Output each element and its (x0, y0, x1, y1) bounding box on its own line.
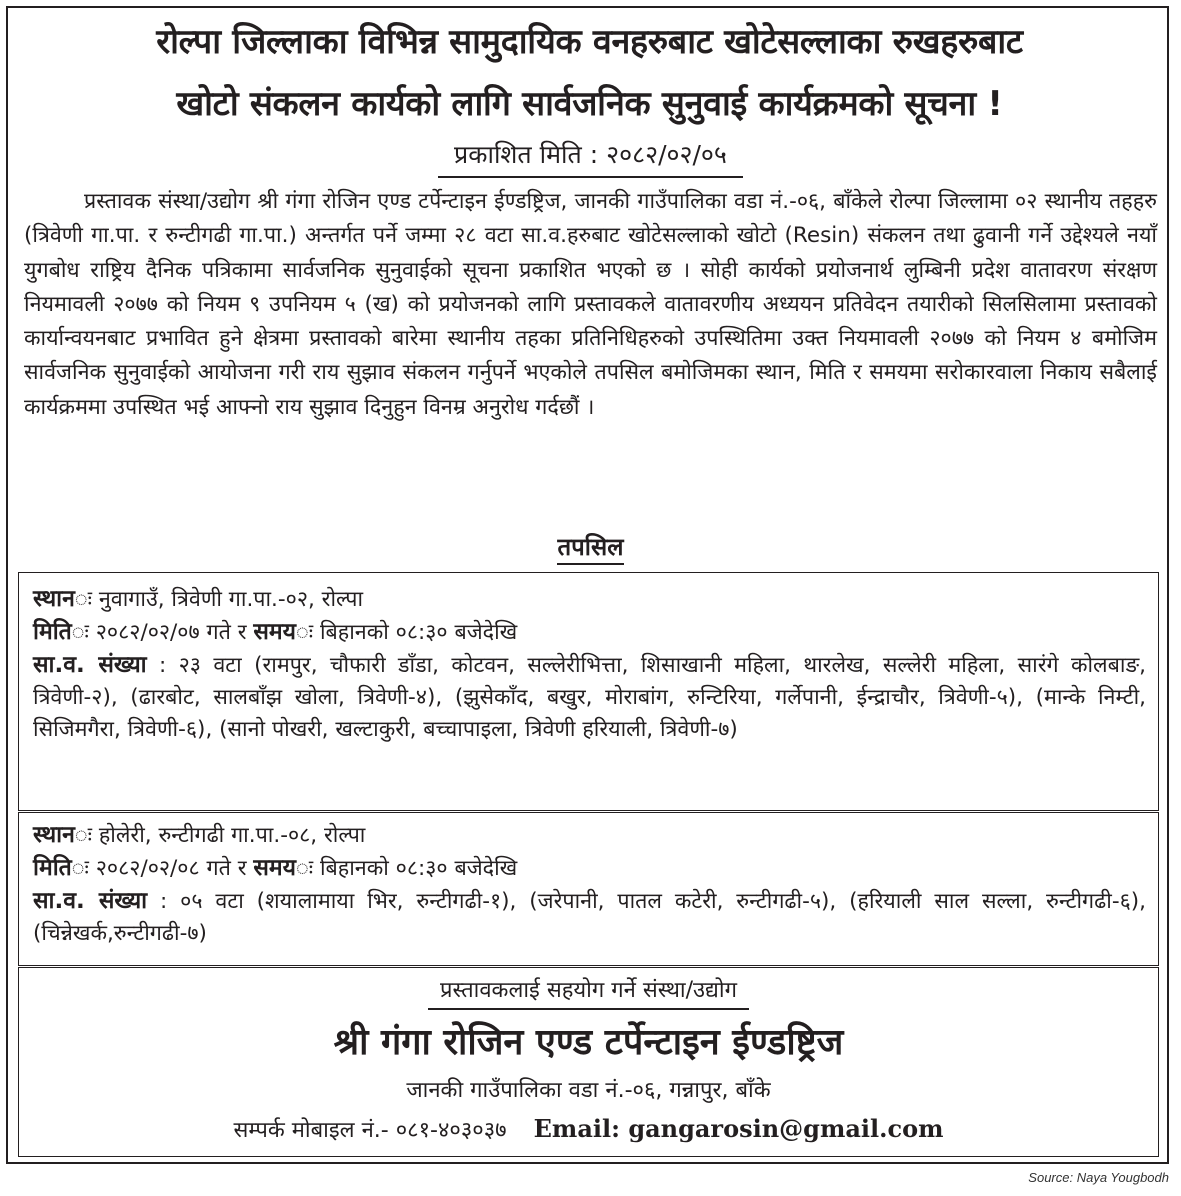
contact-email[interactable]: Email: gangarosin@gmail.com (533, 1114, 944, 1143)
tapsil-heading: तपसिल (557, 531, 623, 565)
venue-1-date-line (33, 616, 1146, 649)
venue-1-date: ः २०८२/०२/०७ (71, 620, 200, 645)
venue-2-place-line (33, 819, 1146, 852)
time-label: समय (253, 619, 297, 645)
date-label: मिति (33, 855, 72, 881)
and-text: गते र (206, 620, 247, 645)
place-label: स्थान (33, 586, 75, 612)
supporter-label: प्रस्तावकलाई सहयोग गर्ने संस्था/उद्योग (428, 976, 749, 1010)
source-credit: Source: Naya Yougbodh (1028, 1170, 1169, 1185)
venue-2-place: ः होलेरी, रुन्टीगढी गा.पा.-०८, रोल्पा (74, 823, 366, 848)
venue-1-count-line (33, 649, 1146, 746)
company-name: श्री गंगा रोजिन एण्ड टर्पेन्टाइन ईण्डष्ट्रिज (333, 1022, 844, 1063)
contact-phone: सम्पर्क मोबाइल नं.- ०८१-४०३०३७ (233, 1118, 507, 1143)
venue-2-date-line (33, 852, 1146, 885)
venue-2-count: : ०५ वटा (शयालामाया भिर, रुन्टीगढी-१), (जरेपानी, पातल कटेरी, रुन्टीगढी-५), (हरियाली साल सल्ला, रुन्टीगढी-६), (चिन्नेखर्क,रुन्टीगढी-७) (33, 889, 1146, 946)
venue-2-count-line (33, 885, 1146, 950)
count-label: सा.व. संख्या (33, 888, 148, 914)
venue-box-1 (18, 572, 1159, 811)
contact-line (19, 1113, 1158, 1147)
place-label: स्थान (33, 822, 75, 848)
count-label: सा.व. संख्या (33, 652, 147, 678)
time-label: समय (253, 855, 297, 881)
venue-2-date: ः २०८२/०२/०८ (71, 856, 200, 881)
company-address: जानकी गाउँपालिका वडा नं.-०६, गन्नापुर, बाँके (406, 1078, 771, 1103)
notice-title-line-1: रोल्पा जिल्लाका विभिन्न सामुदायिक वनहरुबाट खोटेसल्लाका रुखहरुबाट (156, 22, 1023, 62)
venue-2-time: ः बिहानको ०८:३० बजेदेखि (296, 856, 518, 881)
venue-box-2 (18, 812, 1159, 966)
venue-1-place-line (33, 583, 1146, 616)
published-date: प्रकाशित मिति : २०८२/०२/०५ (438, 138, 743, 178)
and-text: गते र (206, 856, 247, 881)
venue-1-time: ः बिहानको ०८:३० बजेदेखि (296, 620, 518, 645)
venue-1-place: ः नुवागाउँ, त्रिवेणी गा.पा.-०२, रोल्पा (74, 587, 364, 612)
date-label: मिति (33, 619, 72, 645)
notice-title-line-2: खोटो संकलन कार्यको लागि सार्वजनिक सुनुवाई कार्यक्रमको सूचना ! (176, 84, 1003, 124)
notice-body: प्रस्तावक संस्था/उद्योग श्री गंगा रोजिन एण्ड टर्पेन्टाइन ईण्डष्ट्रिज, जानकी गाउँपालिका वडा नं.-०६, बाँकेले रोल्पा जिल्लामा ०२ स्थानीय तहहरु (त्रिवेणी गा.पा. र रुन्टीगढी गा.पा.) अन्तर्गत पर्ने जम्मा २८ वटा सा.व.हरुबाट खोटेसल्लाको खोटो (Resin) संकलन तथा ढुवानी गर्ने उद्देश्यले नयाँ युगबोध राष्ट्रिय दैनिक पत्रिकामा सार्वजनिक सुनुवाईको सूचना प्रकाशित भएको छ । सोही कार्यको प्रयोजनार्थ लुम्बिनी प्रदेश वातावरण संरक्षण नियमावली २०७७ को नियम ९ उपनियम ५ (ख) को प्रयोजनको लागि प्रस्तावकले वातावरणीय अध्ययन प्रतिवेदन तयारीको सिलसिलामा प्रस्तावको कार्यान्वयनबाट प्रभावित हुने क्षेत्रमा प्रस्तावको बारेमा स्थानीय तहका प्रतिनिधिहरुको उपस्थितिमा उक्त नियमावली २०७७ को नियम ४ बमोजिम सार्वजनिक सुनुवाईको आयोजना गरी राय सुझाव संकलन गर्नुपर्ने भएकोले तपसिल बमोजिमका स्थान, मिति र समयमा सरोकारवाला निकाय सबैलाई कार्यक्रममा उपस्थित भई आफ्नो राय सुझाव दिनुहुन विनम्र अनुरोध गर्दछौं । (24, 189, 1157, 420)
supporter-box (18, 967, 1159, 1157)
venue-1-count: : २३ वटा (रामपुर, चौफारी डाँडा, कोटवन, सल्लेरीभित्ता, शिसाखानी महिला, थारलेख, सल्लेरी महिला, सारंगे कोलबाङ, त्रिवेणी-२), (ढारबोट, सालबाँझ खोला, त्रिवेणी-४), (झुसेकाँद, बखुर, मोराबांग, रुन्टिरिया, गर्लेपानी, ईन्द्राचौर, त्रिवेणी-५), (मान्के निम्टी, सिजिमगैरा, त्रिवेणी-६), (सानो पोखरी, खल्टाकुरी, बच्चापाइला, त्रिवेणी हरियाली, त्रिवेणी-७) (33, 653, 1146, 742)
